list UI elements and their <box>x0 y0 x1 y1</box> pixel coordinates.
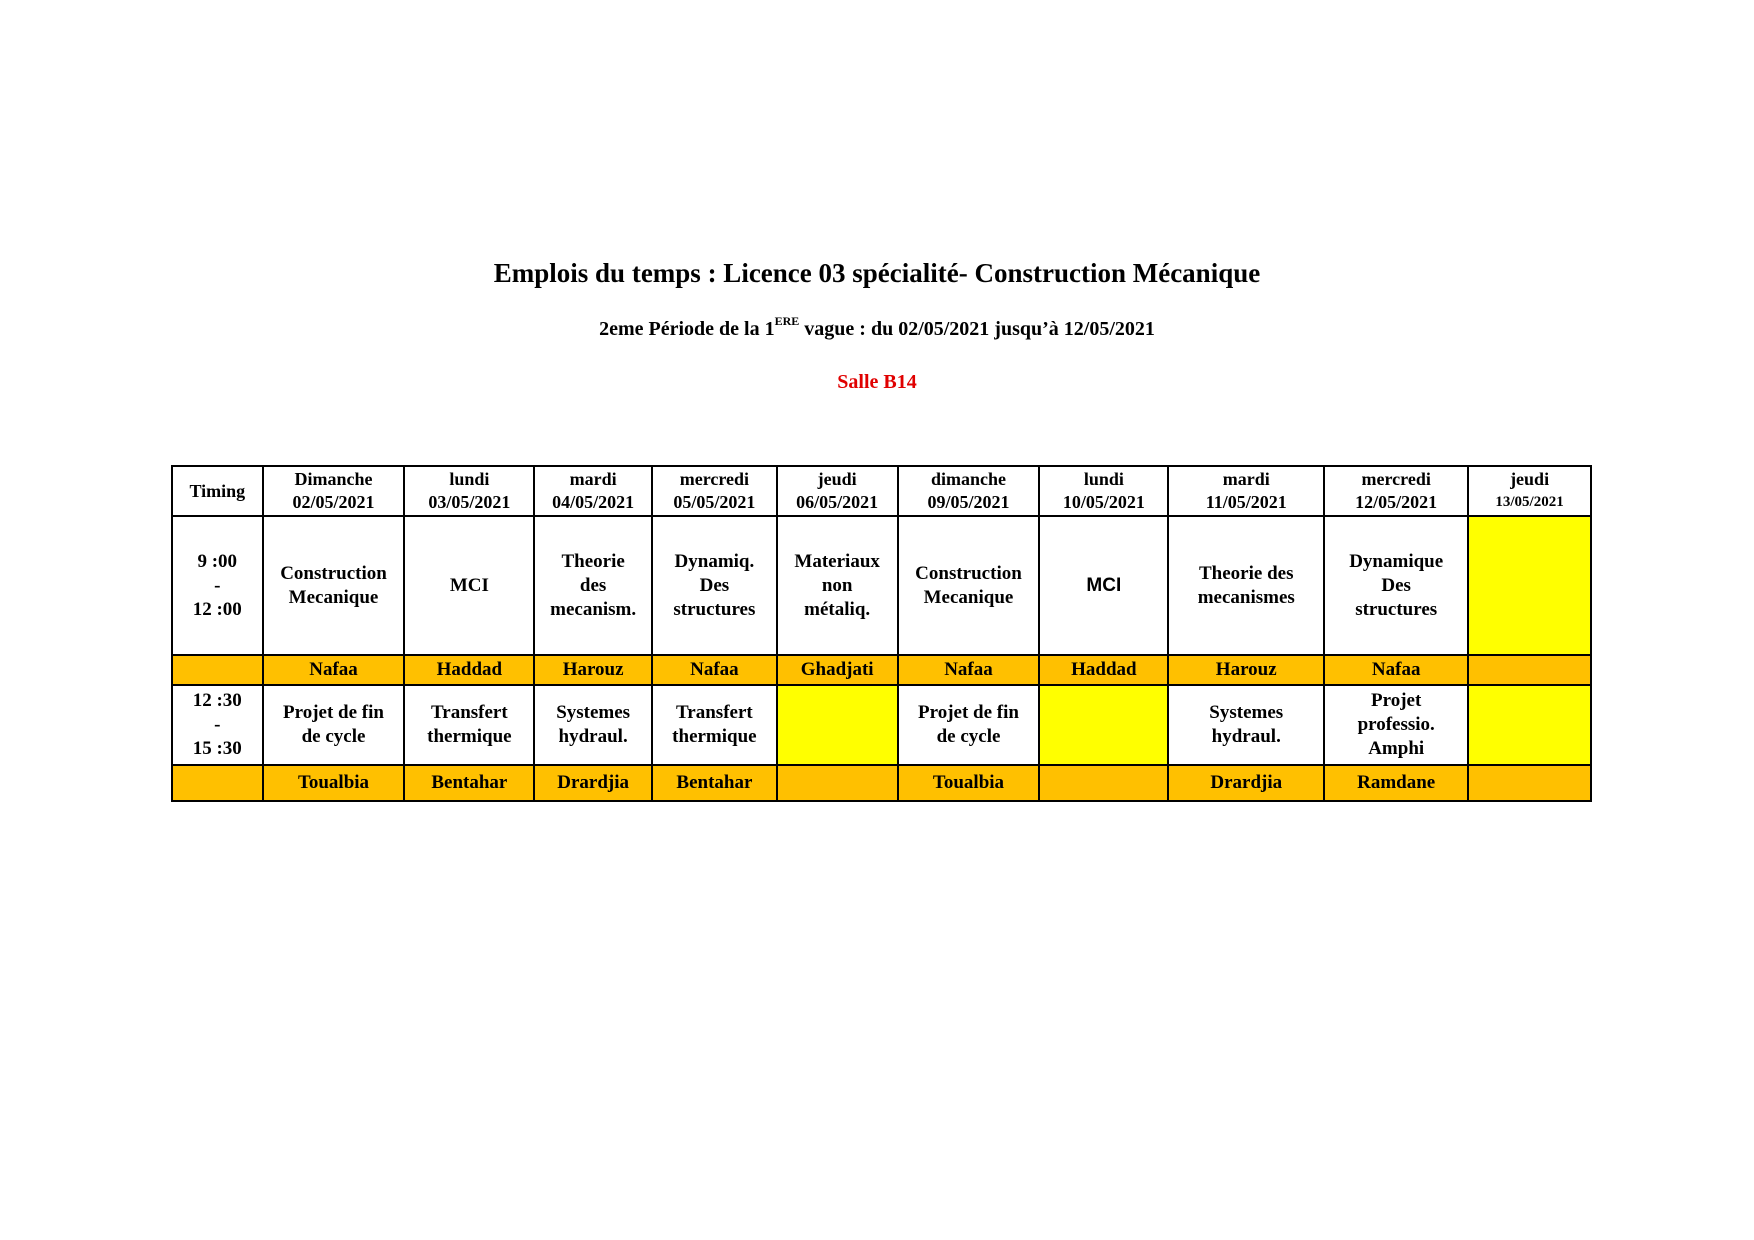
day-header: dimanche 09/05/2021 <box>898 466 1040 516</box>
period-subtitle <box>0 314 1754 341</box>
teacher-cell: Bentahar <box>404 765 534 801</box>
teacher-cell: Haddad <box>1039 655 1168 685</box>
teacher-cell-empty <box>1039 765 1168 801</box>
course-cell: Systemes hydraul. <box>1168 685 1324 765</box>
day-header: Dimanche 02/05/2021 <box>263 466 405 516</box>
course-cell: Construction Mecanique <box>263 516 405 655</box>
day-header: mercredi 12/05/2021 <box>1324 466 1468 516</box>
subtitle-prefix: 2eme Période de la 1 <box>599 318 775 340</box>
teacher-cell: Toualbia <box>263 765 405 801</box>
teacher-cell: Haddad <box>404 655 534 685</box>
day-header: mercredi 05/05/2021 <box>652 466 777 516</box>
empty-course-cell <box>1468 685 1591 765</box>
timetable <box>171 465 1592 802</box>
course-cell: Projet professio. Amphi <box>1324 685 1468 765</box>
empty-course-cell <box>1468 516 1591 655</box>
course-cell: Projet de fin de cycle <box>263 685 405 765</box>
empty-course-cell <box>777 685 898 765</box>
course-cell: Systemes hydraul. <box>534 685 652 765</box>
time-slot-morning: 9 :00 - 12 :00 <box>172 516 263 655</box>
day-header: lundi 03/05/2021 <box>404 466 534 516</box>
teacher-cell: Nafaa <box>263 655 405 685</box>
teacher-cell: Harouz <box>534 655 652 685</box>
course-cell: Transfert thermique <box>404 685 534 765</box>
course-cell: MCI <box>404 516 534 655</box>
course-cell: Dynamiq. Des structures <box>652 516 777 655</box>
day-header: jeudi 13/05/2021 <box>1468 466 1591 516</box>
teacher-cell-empty <box>1468 655 1591 685</box>
teacher-cell: Ghadjati <box>777 655 898 685</box>
course-cell: Theorie des mecanism. <box>534 516 652 655</box>
subtitle-suffix: vague : du 02/05/2021 jusqu’à 12/05/2021 <box>799 318 1155 340</box>
header-row <box>172 466 1591 516</box>
teacher-cell: Nafaa <box>652 655 777 685</box>
time-slot-afternoon: 12 :30 - 15 :30 <box>172 685 263 765</box>
teacher-cell: Drardjia <box>534 765 652 801</box>
afternoon-course-row <box>172 685 1591 765</box>
teacher-cell-empty <box>1468 765 1591 801</box>
teacher-cell: Nafaa <box>898 655 1040 685</box>
morning-course-row <box>172 516 1591 655</box>
day-header: jeudi 06/05/2021 <box>777 466 898 516</box>
teacher-cell-empty <box>172 765 263 801</box>
teacher-cell: Ramdane <box>1324 765 1468 801</box>
teacher-cell-empty <box>777 765 898 801</box>
subtitle-superscript: ERE <box>774 314 800 328</box>
timing-header: Timing <box>172 466 263 516</box>
course-cell: MCI <box>1039 516 1168 655</box>
teacher-cell: Bentahar <box>652 765 777 801</box>
teacher-cell: Toualbia <box>898 765 1040 801</box>
course-cell: Dynamique Des structures <box>1324 516 1468 655</box>
day-header: lundi 10/05/2021 <box>1039 466 1168 516</box>
day-header: mardi 04/05/2021 <box>534 466 652 516</box>
teacher-cell: Harouz <box>1168 655 1324 685</box>
course-cell: Construction Mecanique <box>898 516 1040 655</box>
course-cell: Materiaux non métaliq. <box>777 516 898 655</box>
afternoon-teacher-row <box>172 765 1591 801</box>
room-label: Salle B14 <box>837 371 917 393</box>
teacher-cell-empty <box>172 655 263 685</box>
course-cell: Transfert thermique <box>652 685 777 765</box>
course-cell: Theorie des mecanismes <box>1168 516 1324 655</box>
morning-teacher-row <box>172 655 1591 685</box>
teacher-cell: Nafaa <box>1324 655 1468 685</box>
day-header: mardi 11/05/2021 <box>1168 466 1324 516</box>
page-title: Emplois du temps : Licence 03 spécialité- Construction Mécanique <box>493 258 1261 288</box>
course-cell: Projet de fin de cycle <box>898 685 1040 765</box>
empty-course-cell <box>1039 685 1168 765</box>
teacher-cell: Drardjia <box>1168 765 1324 801</box>
